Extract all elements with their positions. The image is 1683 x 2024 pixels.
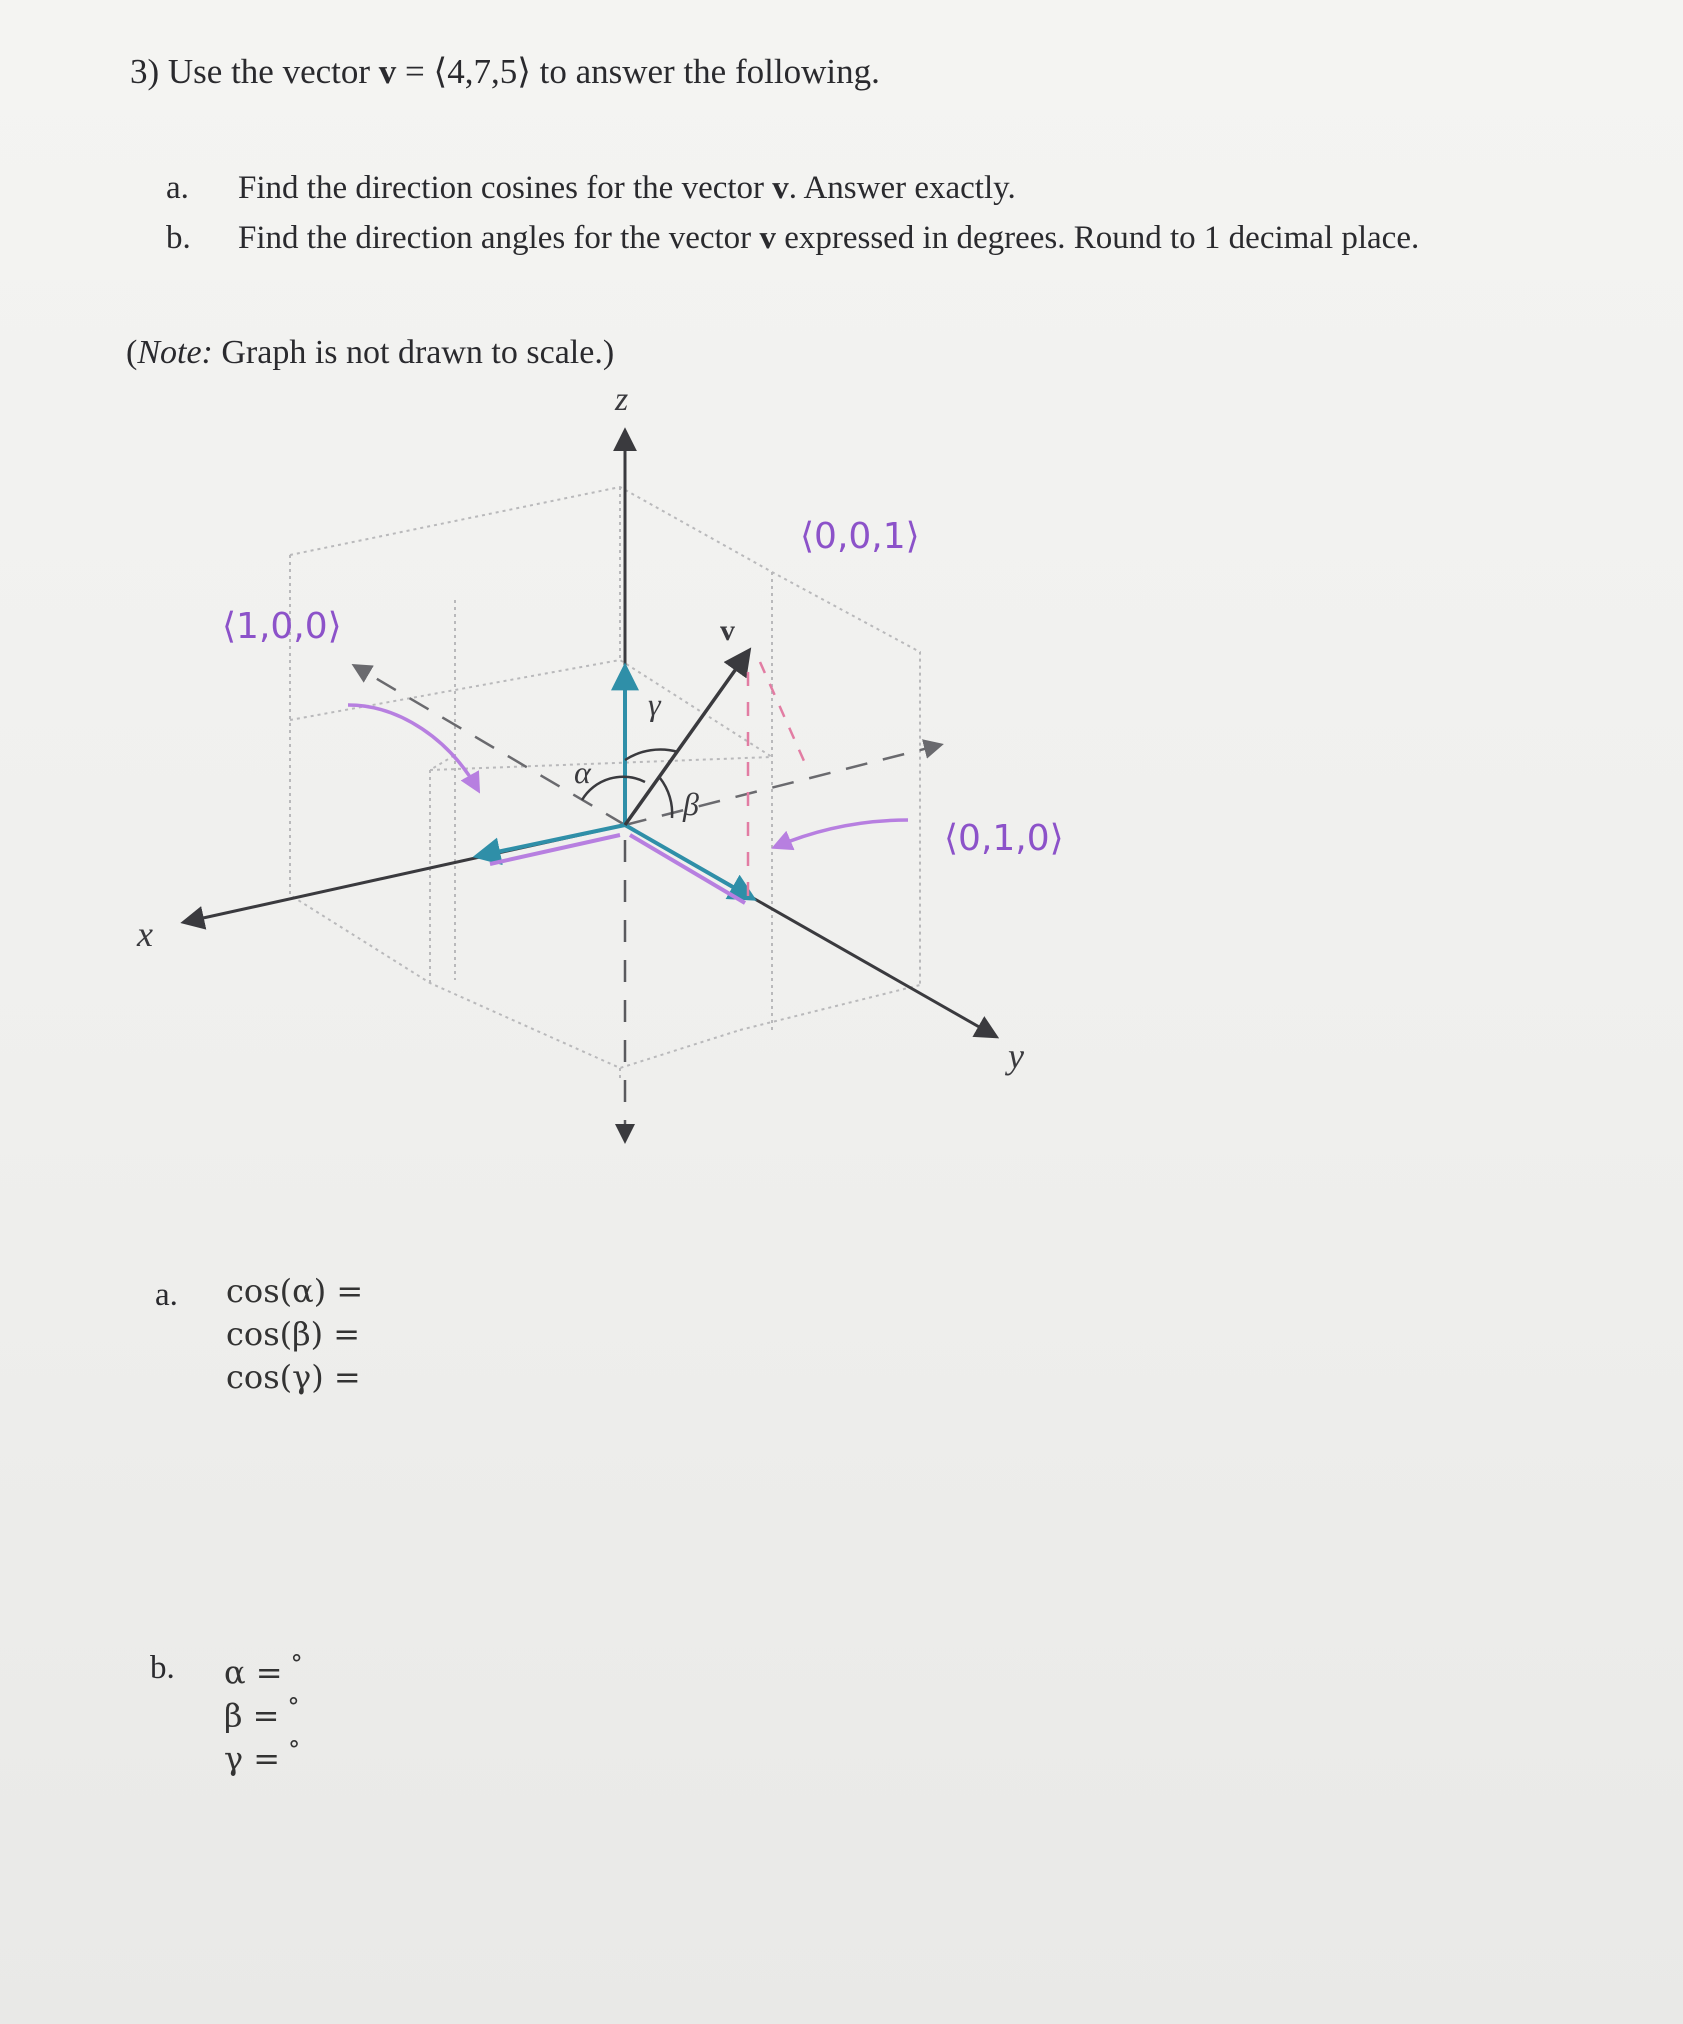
answer-cos-beta: cos(β) = bbox=[226, 1315, 361, 1353]
part-a-text-before: Find the direction cosines for the vector bbox=[238, 170, 765, 206]
unit-vector-j bbox=[625, 825, 752, 898]
answer-alpha-degree: ° bbox=[290, 1650, 303, 1678]
vector-symbol: v bbox=[378, 52, 397, 91]
answer-a-letter: a. bbox=[155, 1277, 178, 1313]
part-a-letter: a. bbox=[166, 170, 189, 206]
equals-sign: = bbox=[405, 52, 425, 91]
answer-cos-gamma: cos(γ) = bbox=[226, 1358, 361, 1396]
question-number: 3) bbox=[130, 52, 160, 91]
answer-gamma bbox=[224, 1736, 300, 1778]
gamma-label: γ bbox=[648, 686, 661, 722]
vector-v-label: v bbox=[720, 614, 735, 647]
handwritten-k-hat: ⟨0,0,1⟩ bbox=[800, 516, 920, 557]
alpha-label: α bbox=[574, 754, 591, 790]
vector-value: ⟨4,7,5⟩ bbox=[433, 52, 531, 91]
part-b-letter: b. bbox=[166, 220, 191, 256]
answer-beta-text: β = bbox=[224, 1696, 280, 1735]
annotation-arrow-i bbox=[348, 705, 478, 790]
answer-beta bbox=[224, 1693, 299, 1735]
handwritten-j-hat: ⟨0,1,0⟩ bbox=[944, 818, 1064, 859]
x-axis-label: x bbox=[137, 914, 153, 954]
question-text-before: Use the vector bbox=[167, 52, 371, 91]
beta-arc bbox=[660, 778, 672, 818]
question-text-after: to answer the following. bbox=[539, 52, 880, 91]
negative-x-axis bbox=[355, 666, 625, 825]
answer-alpha bbox=[224, 1650, 303, 1692]
unit-vector-j-highlight bbox=[630, 835, 745, 903]
grid-box bbox=[290, 487, 920, 1080]
part-b-vector: v bbox=[759, 220, 776, 256]
z-axis-label: z bbox=[615, 381, 629, 418]
note-label: Note: bbox=[137, 334, 213, 371]
projection-diagonal bbox=[760, 662, 808, 770]
answer-gamma-text: γ = bbox=[224, 1739, 281, 1778]
note-text: Graph is not drawn to scale.) bbox=[221, 334, 615, 371]
annotation-arrow-j bbox=[775, 820, 908, 847]
alpha-arc bbox=[582, 777, 645, 800]
answer-gamma-degree: ° bbox=[288, 1736, 301, 1764]
gamma-arc bbox=[625, 750, 678, 760]
answer-b-letter: b. bbox=[150, 1650, 175, 1686]
answer-cos-alpha: cos(α) = bbox=[226, 1272, 364, 1310]
part-b-text-before: Find the direction angles for the vector bbox=[238, 220, 752, 256]
answer-beta-degree: ° bbox=[287, 1693, 300, 1721]
note-open-paren: ( bbox=[126, 334, 138, 371]
part-a-vector: v bbox=[772, 170, 789, 206]
part-b-text-after: expressed in degrees. Round to 1 decimal place. bbox=[784, 220, 1420, 256]
handwritten-i-hat: ⟨1,0,0⟩ bbox=[222, 606, 342, 647]
y-axis-label: y bbox=[1008, 1036, 1024, 1076]
answer-alpha-text: α = bbox=[224, 1653, 283, 1692]
beta-label: β bbox=[683, 786, 699, 822]
part-a-text-after: . Answer exactly. bbox=[788, 170, 1016, 206]
